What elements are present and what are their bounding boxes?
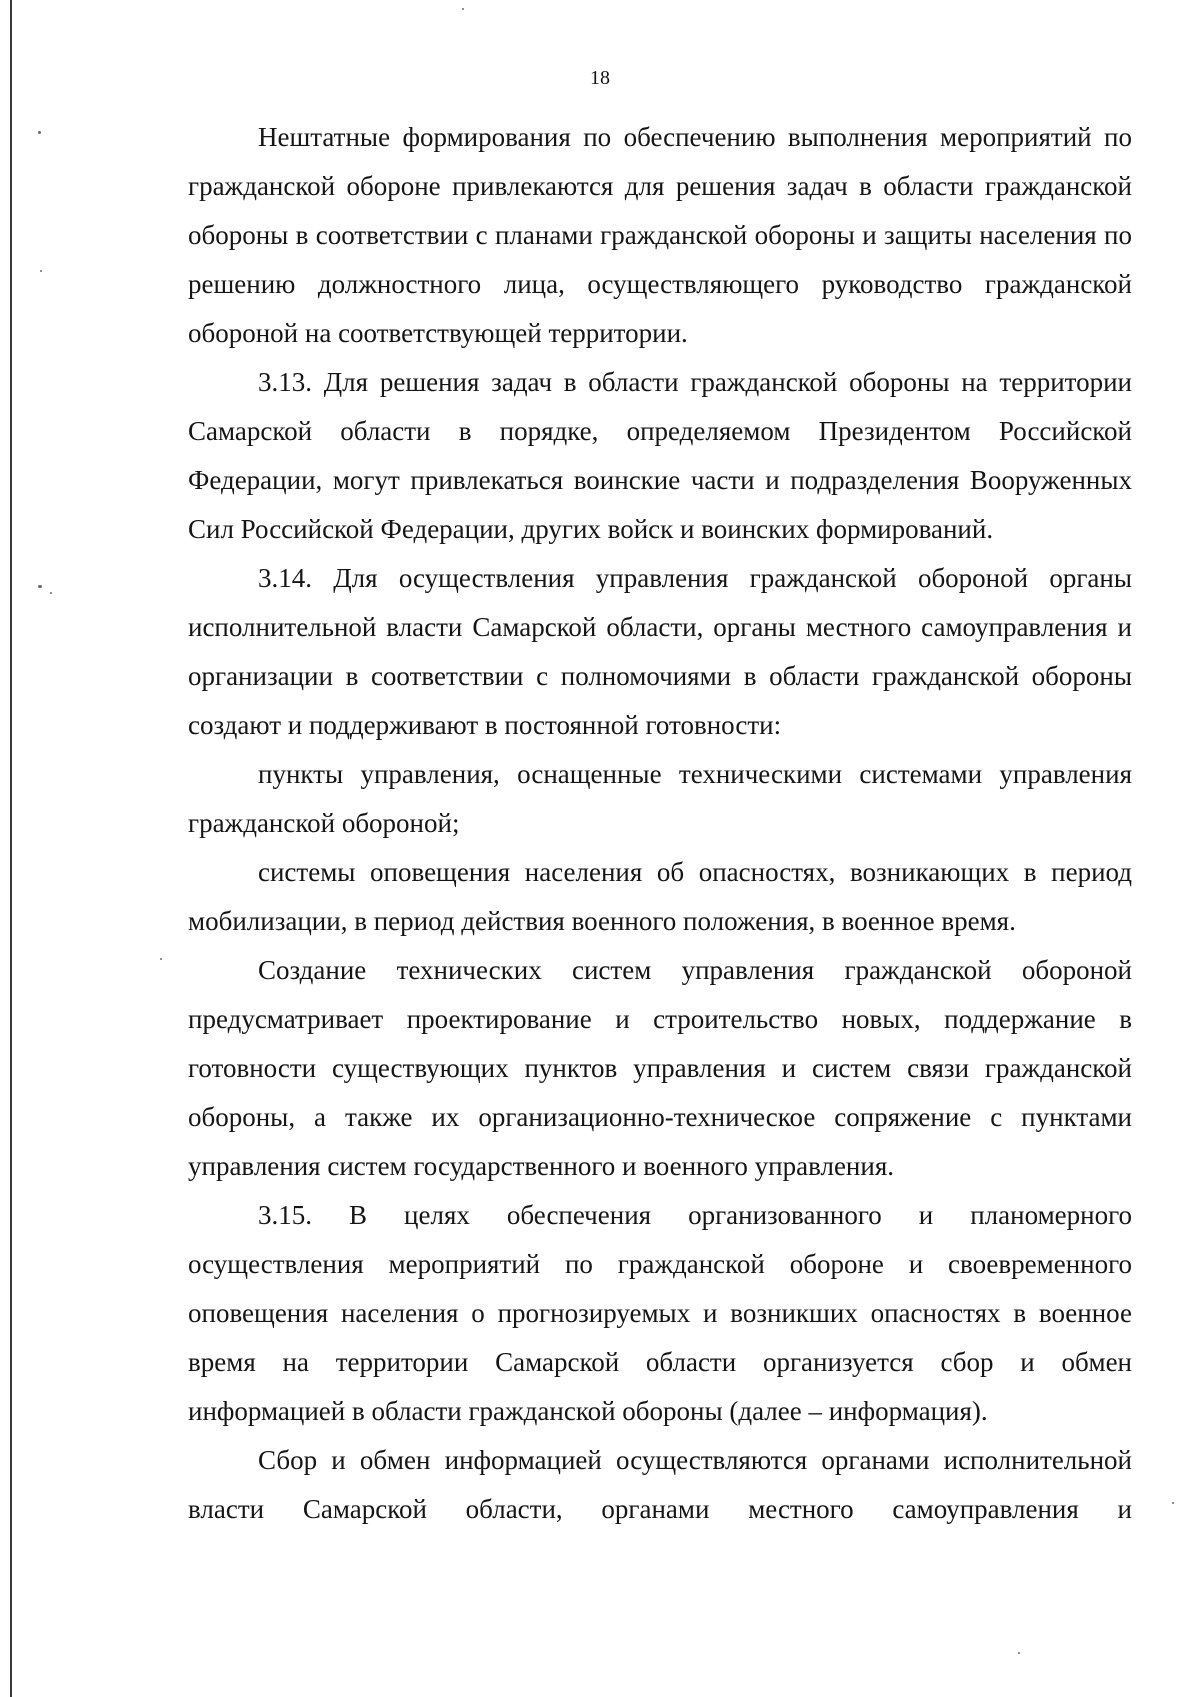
scan-speck (1018, 1652, 1020, 1654)
scan-speck (40, 270, 42, 272)
page-number: 18 (590, 67, 610, 89)
scan-speck (160, 958, 162, 960)
scan-speck (50, 592, 52, 594)
scan-speck (1172, 1502, 1174, 1504)
scan-speck (38, 131, 41, 134)
paragraph-3-14: 3.14. Для осуществления управления гражданской обороной органы исполнительной власти Самарской области, органы местного самоуправления и организации в соответствии с полномочиями в области гражданской обороны создают и поддерживают в постоянной готовности: (188, 563, 1132, 740)
paragraph-3-15: 3.15. В целях обеспечения организованного и планомерного осуществления мероприятий по гражданской обороне и своевременного оповещения населения о прогнозируемых и возникших опасностях в военное время на территории Самарской области организуется сбор и обмен информацией в области гражданской обороны (далее – информация). (188, 1200, 1132, 1426)
paragraph-3-13: 3.13. Для решения задач в области гражданской обороны на территории Самарской области в порядке, определяемом Президентом Российской Федерации, могут привлекаться воинские части и подразделения Вооруженных Сил Российской Федерации, других войск и воинских формирований. (188, 367, 1132, 544)
paragraph-warning-systems: системы оповещения населения об опасностях, возникающих в период мобилизации, в период действия военного положения, в военное время. (188, 857, 1132, 936)
scan-speck (462, 8, 464, 10)
paragraph-information-exchange: Сбор и обмен информацией осуществляются органами исполнительной власти Самарской области, органами местного самоуправления и (188, 1445, 1132, 1524)
scan-speck (38, 585, 42, 588)
paragraph-nonstaff-formations: Нештатные формирования по обеспечению выполнения мероприятий по гражданской обороне привлекаются для решения задач в области гражданской обороны в соответствии с планами гражданской обороны и защиты населения по решению должностного лица, осуществляющего руководство гражданской обороной на соответствующей территории. (188, 122, 1132, 348)
paragraph-technical-systems: Создание технических систем управления гражданской обороной предусматривает проектирование и строительство новых, поддержание в готовности существующих пунктов управления и систем связи гражданской обороны, а также их организационно-техническое сопряжение с пунктами управления систем государственного и военного управления. (188, 955, 1132, 1181)
document-body (188, 113, 1132, 1534)
paragraph-control-points: пункты управления, оснащенные техническими системами управления гражданской обороной; (188, 759, 1132, 838)
scan-border-line (10, 0, 12, 1697)
